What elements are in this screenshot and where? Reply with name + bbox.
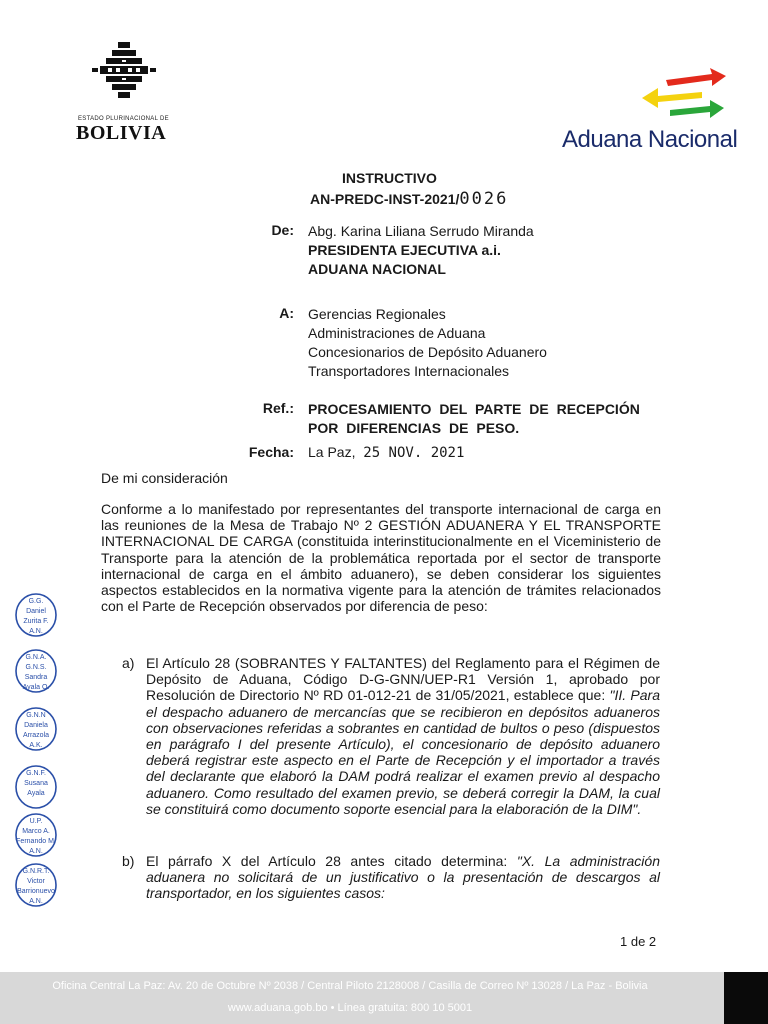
footer-web: www.aduana.gob.bo • Línea gratuita: 800 10 5001 xyxy=(227,1002,473,1014)
approval-stamp xyxy=(10,648,58,694)
footer-bar xyxy=(0,972,768,1024)
stamp-text: G.N.N xyxy=(26,712,46,719)
approval-stamp xyxy=(10,592,58,638)
item-a-text xyxy=(146,655,660,817)
to-line: Concesionarios de Depósito Aduanero xyxy=(308,344,547,360)
stamp-text: Fernando M. xyxy=(16,838,56,845)
bolivia-wordmark: BOLIVIA xyxy=(76,122,167,144)
stamp-text: Daniela xyxy=(24,722,48,729)
stamp-text: Sandra xyxy=(24,674,48,681)
stamp-text: Daniel xyxy=(26,608,46,615)
ref-line: POR DIFERENCIAS DE PESO. xyxy=(308,420,520,436)
document-title: INSTRUCTIVO xyxy=(342,170,437,186)
stamp-text: Barrionuevo xyxy=(17,888,55,895)
from-label: De: xyxy=(271,222,294,238)
document-code-number: 0026 xyxy=(459,189,509,209)
approval-stamp xyxy=(10,764,58,810)
stamp-text: G.G. xyxy=(28,598,44,605)
stamp-text: Ayala xyxy=(27,790,45,797)
aduana-arrows-logo xyxy=(640,66,728,122)
stamp-text: G.N.S. xyxy=(25,664,47,671)
stamp-text: G.N.A. xyxy=(25,654,47,661)
intro-paragraph: Conforme a lo manifestado por representantes del transporte internacional de carga en las reuniones de la Mesa de Trabajo Nº 2 GESTIÓN ADUANERA Y EL TRANSPORTE INTERNACIONAL DE CARGA (constituida interinstitucionalmente en el Viceministerio de Transporte para la atención de la problemática reportada por el sector de transporte internacional de carga en el ámbito aduanero), se deben considerar los siguientes aspectos establecidos en la normativa vigente para la atención de trámites relacionados con el Parte de Recepción observados por diferencia de peso: xyxy=(101,501,661,615)
footer-address: Oficina Central La Paz: Av. 20 de Octubre Nº 2038 / Central Piloto 2128008 / Casilla de Correo Nº 13028 / La Paz - Bolivia xyxy=(52,980,648,992)
from-org: ADUANA NACIONAL xyxy=(308,261,446,277)
greeting: De mi consideración xyxy=(101,470,228,486)
stamp-text: Victor xyxy=(27,878,45,885)
stamp-text: A.N. xyxy=(29,628,43,635)
ref-label: Ref.: xyxy=(262,400,294,416)
item-a-marker: a) xyxy=(122,655,135,671)
document-code-prefix: AN-PREDC-INST-2021/ xyxy=(310,191,460,207)
to-line: Administraciones de Aduana xyxy=(308,325,486,341)
item-b-marker: b) xyxy=(122,853,135,869)
fecha-place: La Paz, xyxy=(308,444,356,460)
from-position: PRESIDENTA EJECUTIVA a.i. xyxy=(308,242,501,258)
bolivia-seal-logo xyxy=(88,40,160,104)
item-a-quote: "II. Para el despacho aduanero de mercancías que se recibieron en depósitos aduaneros con observaciones referidas a sobrantes en cantidad de bultos o peso (dispuestos en parágrafo I del presente Artículo), el concesionario de depósito aduanero deberá registrar este aspecto en el Parte de Recepción y el importador a través del declarante que elaboró la DAM podrá realizar el examen previo al despacho aduanero. Como resultado del examen previo, se deberá corregir la DAM, la cual se constituirá como documento soporte esencial para la elaboración de la DIM". xyxy=(146,687,660,817)
page-number: 1 de 2 xyxy=(620,934,657,949)
stamp-text: G.N.R.T. xyxy=(22,868,50,875)
item-b-text xyxy=(146,853,660,902)
estado-plurinacional-text: ESTADO PLURINACIONAL DE xyxy=(78,116,169,122)
to-block xyxy=(308,305,547,381)
fecha-date: 25 NOV. 2021 xyxy=(363,445,465,461)
stamp-text: A.N. xyxy=(29,898,43,905)
approval-stamp xyxy=(10,862,58,908)
stamp-text: A.N. xyxy=(29,848,43,855)
stamp-text: U.P. xyxy=(29,818,43,825)
item-b-quote: "X. La administración aduanera no solicitará de un justificativo o la presentación de descargos al transportador, en los siguientes casos: xyxy=(146,853,660,902)
ref-block xyxy=(308,400,640,438)
stamp-text: A.K. xyxy=(29,742,43,749)
approval-stamp xyxy=(10,812,58,858)
stamp-text: Zurita F. xyxy=(23,618,49,625)
document-code xyxy=(310,189,508,209)
to-label: A: xyxy=(279,305,294,321)
stamp-text: Marco A. xyxy=(22,828,50,835)
fecha-value xyxy=(308,444,464,461)
from-block xyxy=(308,222,534,279)
to-line: Gerencias Regionales xyxy=(308,306,446,322)
footer-corner-block xyxy=(724,972,768,1024)
stamp-text: Arrazola xyxy=(22,732,50,739)
fecha-label: Fecha: xyxy=(248,444,294,460)
approval-stamp xyxy=(10,706,58,752)
to-line: Transportadores Internacionales xyxy=(308,363,510,379)
item-b-normal: El párrafo X del Artículo 28 antes citado determina: xyxy=(146,853,517,869)
item-a-normal: El Artículo 28 (SOBRANTES Y FALTANTES) del Reglamento para el Régimen de Depósito de Aduana, Código D-G-GNN/UEP-R1 Versión 1, aprobado por Resolución de Directorio Nº RD 01-012-21 de 31/05/2021, establece que: xyxy=(146,655,660,704)
aduana-nacional-logo-text: Aduana Nacional xyxy=(562,126,738,153)
stamp-text: Ayala O. xyxy=(22,684,50,691)
ref-line: PROCESAMIENTO DEL PARTE DE RECEPCIÓN xyxy=(308,401,640,417)
from-name: Abg. Karina Liliana Serrudo Miranda xyxy=(308,223,534,239)
stamp-text: Susana xyxy=(24,780,48,787)
stamp-text: G.N.F. xyxy=(26,770,46,777)
